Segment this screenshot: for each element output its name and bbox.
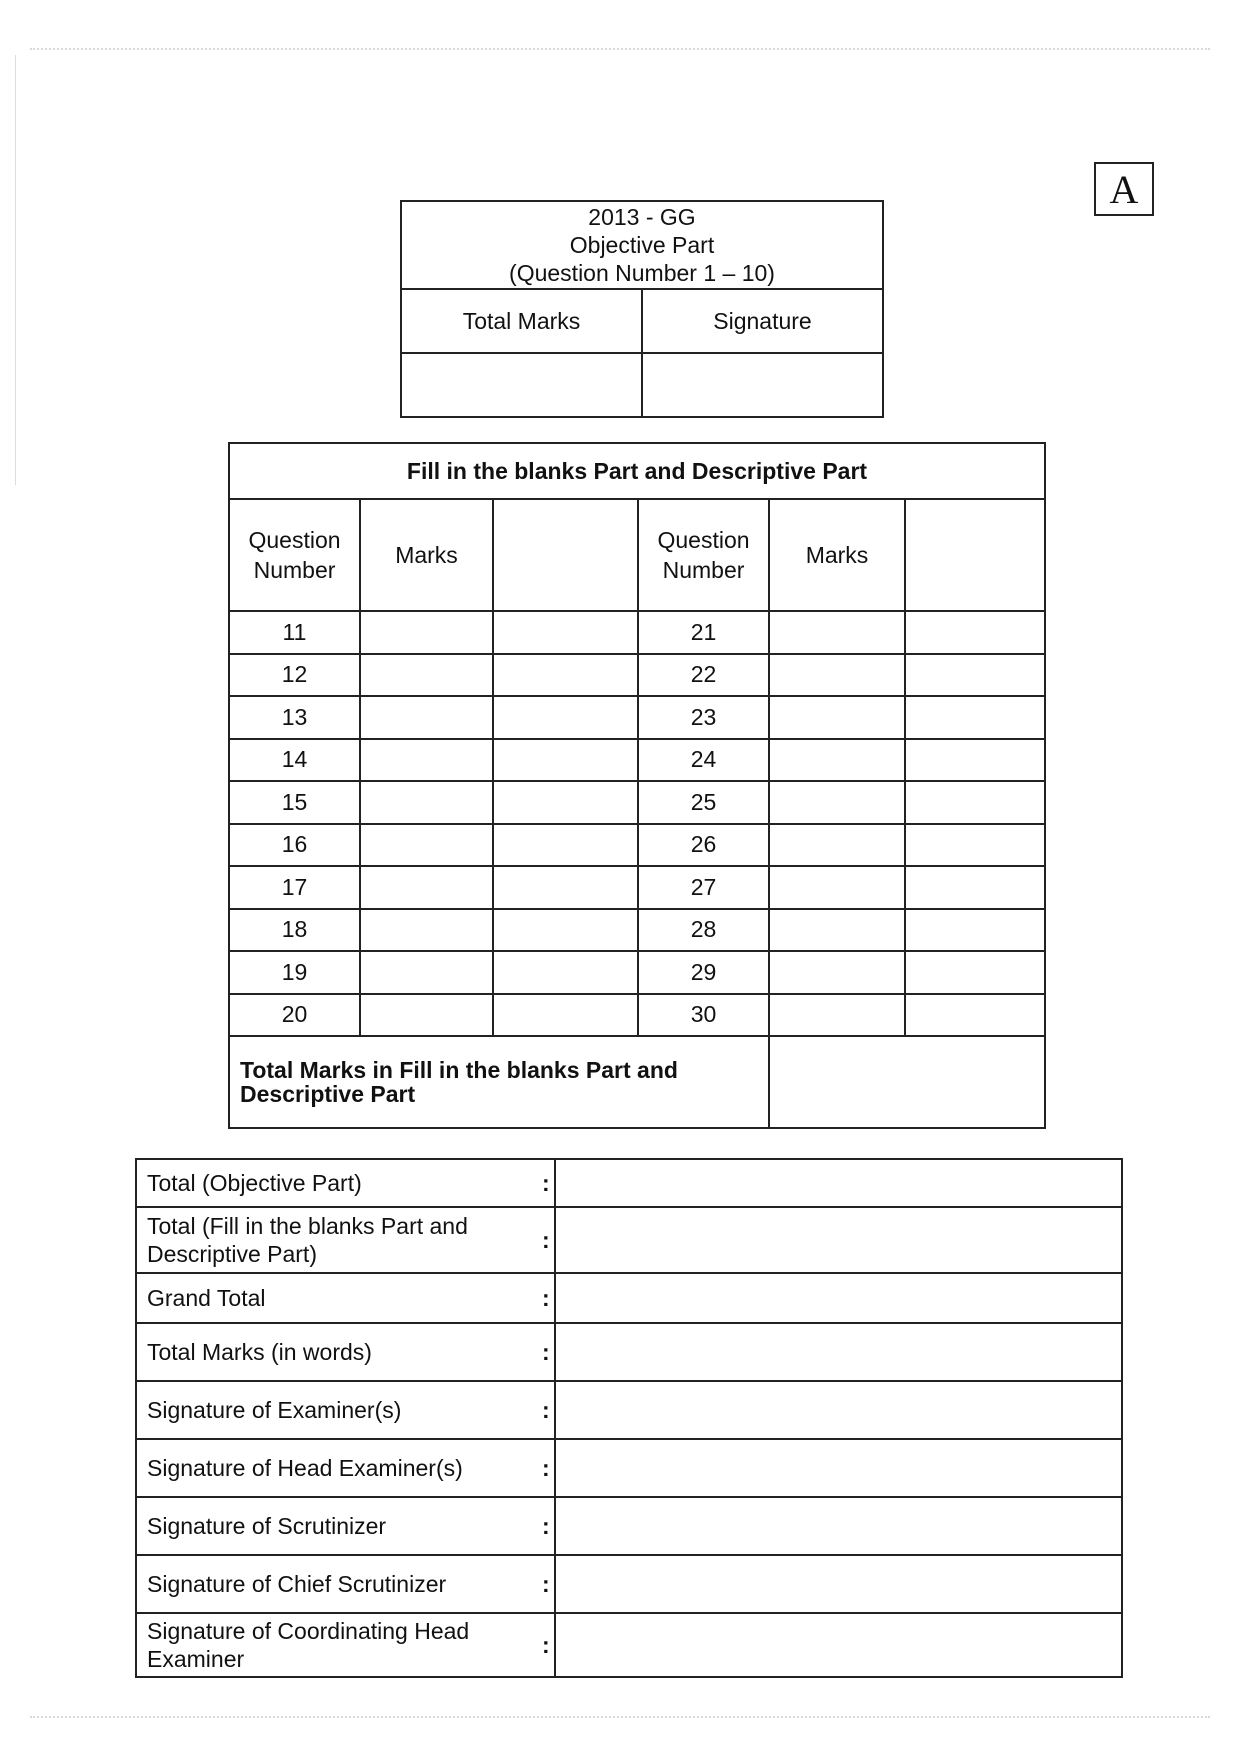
- question-number: 15: [229, 781, 360, 824]
- summary-colon: :: [537, 1613, 555, 1677]
- summary-label: Signature of Scrutinizer: [136, 1497, 537, 1555]
- question-number: 21: [638, 611, 769, 654]
- extra-field[interactable]: [493, 611, 638, 654]
- fill-blanks-total-row: [229, 1036, 1045, 1128]
- question-number: 20: [229, 994, 360, 1037]
- marks-field[interactable]: [360, 781, 493, 824]
- summary-row: [136, 1273, 1122, 1323]
- summary-colon: :: [537, 1497, 555, 1555]
- summary-row: [136, 1439, 1122, 1497]
- right-blank-header: [905, 499, 1045, 611]
- summary-label: Signature of Head Examiner(s): [136, 1439, 537, 1497]
- summary-colon: :: [537, 1207, 555, 1273]
- extra-field[interactable]: [493, 866, 638, 909]
- marks-field[interactable]: [769, 611, 905, 654]
- marks-field[interactable]: [769, 824, 905, 867]
- extra-field[interactable]: [493, 824, 638, 867]
- question-number: 29: [638, 951, 769, 994]
- summary-row: [136, 1497, 1122, 1555]
- question-number: 22: [638, 654, 769, 697]
- marks-field[interactable]: [360, 824, 493, 867]
- left-marks-header: Marks: [360, 499, 493, 611]
- question-number: 30: [638, 994, 769, 1037]
- marks-row: [229, 994, 1045, 1037]
- question-number: 14: [229, 739, 360, 782]
- extra-field[interactable]: [905, 951, 1045, 994]
- question-number: 24: [638, 739, 769, 782]
- question-number: 26: [638, 824, 769, 867]
- summary-table: [135, 1158, 1123, 1678]
- objective-header: [401, 201, 883, 289]
- fill-blanks-total-field[interactable]: [769, 1036, 1045, 1128]
- extra-field[interactable]: [905, 696, 1045, 739]
- summary-colon: :: [537, 1323, 555, 1381]
- fill-blanks-total-label: Total Marks in Fill in the blanks Part and Descriptive Part: [229, 1036, 769, 1128]
- extra-field[interactable]: [493, 909, 638, 952]
- paper-code: A: [1109, 166, 1139, 212]
- summary-label: Signature of Chief Scrutinizer: [136, 1555, 537, 1613]
- question-number: 16: [229, 824, 360, 867]
- summary-value-field[interactable]: [555, 1159, 1122, 1207]
- objective-part-table: [400, 200, 884, 418]
- extra-field[interactable]: [905, 866, 1045, 909]
- question-number: 12: [229, 654, 360, 697]
- extra-field[interactable]: [493, 739, 638, 782]
- question-number: 19: [229, 951, 360, 994]
- extra-field[interactable]: [905, 824, 1045, 867]
- summary-colon: :: [537, 1381, 555, 1439]
- extra-field[interactable]: [905, 994, 1045, 1037]
- fill-blanks-table: [228, 442, 1046, 1129]
- extra-field[interactable]: [493, 951, 638, 994]
- marks-field[interactable]: [360, 739, 493, 782]
- marks-field[interactable]: [360, 866, 493, 909]
- summary-row: [136, 1381, 1122, 1439]
- objective-total-marks-label: Total Marks: [401, 289, 642, 353]
- marks-row: [229, 866, 1045, 909]
- marks-field[interactable]: [360, 994, 493, 1037]
- extra-field[interactable]: [493, 696, 638, 739]
- objective-signature-field[interactable]: [642, 353, 883, 417]
- right-marks-header: Marks: [769, 499, 905, 611]
- left-blank-header: [493, 499, 638, 611]
- objective-total-marks-field[interactable]: [401, 353, 642, 417]
- marks-field[interactable]: [769, 866, 905, 909]
- extra-field[interactable]: [493, 781, 638, 824]
- objective-year-code: 2013 - GG: [588, 204, 696, 230]
- summary-colon: :: [537, 1439, 555, 1497]
- right-question-number-header: Question Number: [638, 499, 769, 611]
- objective-question-range: (Question Number 1 – 10): [509, 260, 775, 286]
- summary-row: [136, 1159, 1122, 1207]
- marks-field[interactable]: [769, 951, 905, 994]
- marks-field[interactable]: [769, 994, 905, 1037]
- summary-label: Total (Fill in the blanks Part and Descriptive Part): [136, 1207, 537, 1273]
- marks-row: [229, 654, 1045, 697]
- extra-field[interactable]: [905, 739, 1045, 782]
- marks-row: [229, 611, 1045, 654]
- summary-value-field[interactable]: [555, 1323, 1122, 1381]
- marks-field[interactable]: [769, 781, 905, 824]
- question-number: 25: [638, 781, 769, 824]
- summary-value-field[interactable]: [555, 1613, 1122, 1677]
- question-number: 23: [638, 696, 769, 739]
- question-number: 18: [229, 909, 360, 952]
- question-number: 17: [229, 866, 360, 909]
- extra-field[interactable]: [493, 994, 638, 1037]
- paper-code-box: [1094, 162, 1154, 216]
- summary-row: [136, 1555, 1122, 1613]
- marks-field[interactable]: [360, 611, 493, 654]
- question-number: 13: [229, 696, 360, 739]
- extra-field[interactable]: [905, 781, 1045, 824]
- summary-label: Grand Total: [136, 1273, 537, 1323]
- marks-field[interactable]: [360, 696, 493, 739]
- summary-value-field[interactable]: [555, 1207, 1122, 1273]
- objective-signature-label: Signature: [642, 289, 883, 353]
- summary-colon: :: [537, 1555, 555, 1613]
- extra-field[interactable]: [905, 909, 1045, 952]
- marks-field[interactable]: [360, 951, 493, 994]
- marks-row: [229, 781, 1045, 824]
- summary-value-field[interactable]: [555, 1273, 1122, 1323]
- marks-row: [229, 739, 1045, 782]
- marks-field[interactable]: [360, 654, 493, 697]
- summary-label: Signature of Examiner(s): [136, 1381, 537, 1439]
- summary-value-field[interactable]: [555, 1555, 1122, 1613]
- summary-row: [136, 1207, 1122, 1273]
- extra-field[interactable]: [493, 654, 638, 697]
- summary-colon: :: [537, 1273, 555, 1323]
- extra-field[interactable]: [905, 611, 1045, 654]
- summary-label: Signature of Coordinating Head Examiner: [136, 1613, 537, 1677]
- summary-row: [136, 1613, 1122, 1677]
- summary-label: Total Marks (in words): [136, 1323, 537, 1381]
- question-number: 11: [229, 611, 360, 654]
- marks-row: [229, 951, 1045, 994]
- summary-row: [136, 1323, 1122, 1381]
- marks-field[interactable]: [769, 909, 905, 952]
- marks-field[interactable]: [360, 909, 493, 952]
- question-number: 27: [638, 866, 769, 909]
- summary-label: Total (Objective Part): [136, 1159, 537, 1207]
- marks-field[interactable]: [769, 696, 905, 739]
- marks-field[interactable]: [769, 739, 905, 782]
- marks-row: [229, 696, 1045, 739]
- left-question-number-header: Question Number: [229, 499, 360, 611]
- summary-value-field[interactable]: [555, 1381, 1122, 1439]
- marks-row: [229, 824, 1045, 867]
- objective-title: Objective Part: [569, 232, 715, 258]
- question-number: 28: [638, 909, 769, 952]
- marks-row: [229, 909, 1045, 952]
- summary-value-field[interactable]: [555, 1497, 1122, 1555]
- extra-field[interactable]: [905, 654, 1045, 697]
- marks-field[interactable]: [769, 654, 905, 697]
- summary-colon: :: [537, 1159, 555, 1207]
- fill-blanks-title: Fill in the blanks Part and Descriptive Part: [229, 443, 1045, 499]
- summary-value-field[interactable]: [555, 1439, 1122, 1497]
